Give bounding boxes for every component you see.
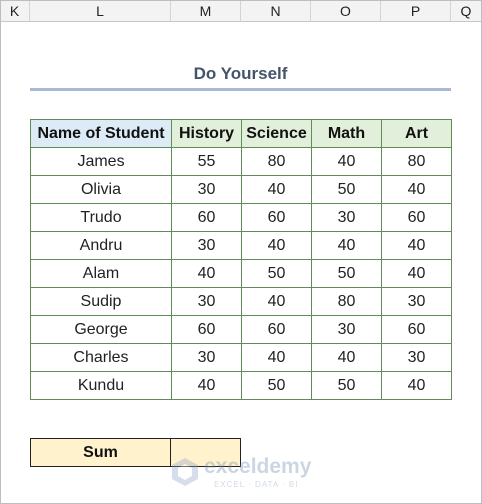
table-row: [31, 260, 452, 288]
page-title[interactable]: Do Yourself: [193, 64, 288, 83]
watermark-tagline: EXCEL · DATA · BI: [214, 480, 299, 489]
score-cell[interactable]: 60: [172, 204, 242, 232]
student-name-cell[interactable]: Alam: [31, 260, 172, 288]
column-header-k[interactable]: [0, 0, 30, 22]
table-row: [31, 316, 452, 344]
column-header-m[interactable]: [171, 0, 241, 22]
score-cell[interactable]: 60: [242, 204, 312, 232]
student-name-cell[interactable]: Sudip: [31, 288, 172, 316]
title-underline: [30, 88, 451, 91]
column-letter: O: [340, 3, 351, 19]
table-row: [31, 288, 452, 316]
student-name-cell[interactable]: Andru: [31, 232, 172, 260]
score-cell[interactable]: 80: [242, 148, 312, 176]
score-cell[interactable]: 40: [172, 260, 242, 288]
table-row: [31, 344, 452, 372]
score-cell[interactable]: 30: [172, 344, 242, 372]
score-cell[interactable]: 50: [312, 372, 382, 400]
column-letter: M: [199, 3, 212, 19]
table-header-row: [31, 120, 452, 148]
column-header-n[interactable]: [241, 0, 311, 22]
table-row: [31, 372, 452, 400]
student-name-cell[interactable]: Charles: [31, 344, 172, 372]
watermark-name: exceldemy: [204, 455, 312, 478]
score-cell[interactable]: 40: [382, 260, 452, 288]
score-cell[interactable]: 30: [312, 316, 382, 344]
score-cell[interactable]: 80: [312, 288, 382, 316]
student-name-cell[interactable]: Kundu: [31, 372, 172, 400]
score-cell[interactable]: 40: [242, 288, 312, 316]
header-cell[interactable]: Art: [382, 120, 452, 148]
score-cell[interactable]: 40: [312, 344, 382, 372]
table-row: [31, 176, 452, 204]
score-cell[interactable]: 60: [382, 316, 452, 344]
score-cell[interactable]: 40: [382, 176, 452, 204]
header-cell[interactable]: Name of Student: [31, 120, 172, 148]
score-cell[interactable]: 40: [312, 148, 382, 176]
score-cell[interactable]: 60: [382, 204, 452, 232]
score-cell[interactable]: 50: [312, 260, 382, 288]
header-cell[interactable]: Science: [242, 120, 312, 148]
score-cell[interactable]: 40: [242, 176, 312, 204]
exceldemy-watermark: [170, 455, 320, 495]
column-header-l[interactable]: [30, 0, 171, 22]
column-header-p[interactable]: [381, 0, 451, 22]
column-header-o[interactable]: [311, 0, 381, 22]
column-letter: K: [9, 3, 20, 19]
score-cell[interactable]: 40: [242, 232, 312, 260]
table-row: [31, 232, 452, 260]
table-row: [31, 148, 452, 176]
sum-label-cell[interactable]: Sum: [30, 438, 171, 467]
score-cell[interactable]: 40: [242, 344, 312, 372]
score-cell[interactable]: 30: [172, 288, 242, 316]
score-cell[interactable]: 50: [242, 372, 312, 400]
student-marks-table: [30, 119, 452, 400]
column-header-q[interactable]: [451, 0, 482, 22]
score-cell[interactable]: 55: [172, 148, 242, 176]
score-cell[interactable]: 30: [312, 204, 382, 232]
table-row: [31, 204, 452, 232]
student-name-cell[interactable]: James: [31, 148, 172, 176]
score-cell[interactable]: 40: [172, 372, 242, 400]
header-cell[interactable]: History: [172, 120, 242, 148]
column-letter: Q: [460, 3, 472, 19]
column-letter: L: [96, 3, 104, 19]
score-cell[interactable]: 40: [382, 372, 452, 400]
header-cell[interactable]: Math: [312, 120, 382, 148]
score-cell[interactable]: 50: [242, 260, 312, 288]
score-cell[interactable]: 60: [242, 316, 312, 344]
column-letter: P: [410, 3, 421, 19]
score-cell[interactable]: 60: [172, 316, 242, 344]
score-cell[interactable]: 80: [382, 148, 452, 176]
score-cell[interactable]: 50: [312, 176, 382, 204]
score-cell[interactable]: 30: [382, 288, 452, 316]
student-name-cell[interactable]: Trudo: [31, 204, 172, 232]
score-cell[interactable]: 40: [382, 232, 452, 260]
score-cell[interactable]: 30: [382, 344, 452, 372]
score-cell[interactable]: 30: [172, 232, 242, 260]
student-name-cell[interactable]: Olivia: [31, 176, 172, 204]
exceldemy-logo-icon: [170, 457, 200, 487]
column-letter: N: [270, 3, 281, 19]
student-name-cell[interactable]: George: [31, 316, 172, 344]
score-cell[interactable]: 40: [312, 232, 382, 260]
score-cell[interactable]: 30: [172, 176, 242, 204]
